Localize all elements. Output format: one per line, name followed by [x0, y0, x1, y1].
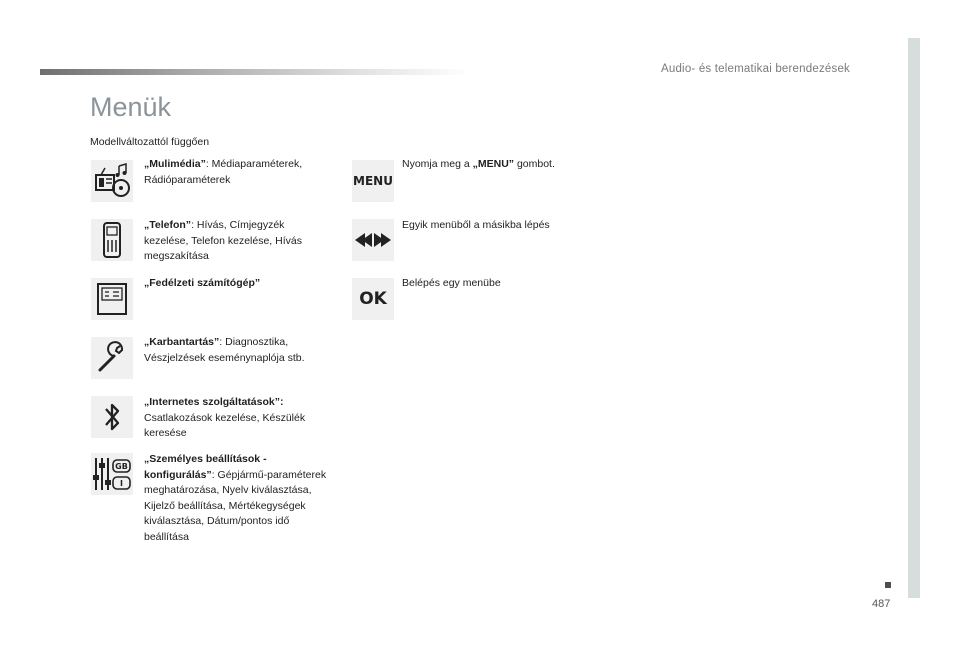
- wrench-icon: [91, 337, 133, 379]
- menu-item-trip-computer: „Fedélzeti számítógép”: [144, 277, 261, 289]
- arrows-icon: [352, 219, 394, 261]
- multimedia-icon: [91, 160, 133, 202]
- button-desc-menu: Nyomja meg a „MENU” gombot.: [402, 158, 555, 170]
- page-marker: [885, 582, 891, 588]
- button-desc-arrows: Egyik menüből a másikba lépés: [402, 219, 550, 231]
- settings-badge-top: GB: [115, 462, 128, 471]
- menu-item-phone: „Telefon”: Hívás, Címjegyzék kezelése, Telefon kezelése, Hívás megszakítása: [144, 219, 302, 262]
- trip-computer-icon: [91, 278, 133, 320]
- menu-button-icon: MENU: [352, 160, 394, 202]
- page-number: 487: [872, 598, 891, 610]
- side-strip: [908, 38, 920, 598]
- button-desc-ok: Belépés egy menübe: [402, 277, 501, 289]
- menu-item-internet: „Internetes szolgáltatások”: Csatlakozások kezelése, Készülék keresése: [144, 396, 306, 439]
- settings-icon: [91, 453, 133, 495]
- menu-item-settings: „Személyes beállítások - konfigurálás”: Gépjármű-paraméterek meghatározása, Nyelv kiválasztása, Kijelző beállítása, Mértékegységek kiválasztása, Dátum/pontos idő beállítása: [144, 453, 327, 543]
- bluetooth-icon: [91, 396, 133, 438]
- header-gradient-bar: [40, 69, 470, 75]
- ok-button-icon: OK: [352, 278, 394, 320]
- section-title: Audio- és telematikai berendezések: [661, 63, 850, 75]
- menu-item-maintenance: „Karbantartás”: Diagnosztika, Vészjelzések eseménynaplója stb.: [144, 336, 305, 364]
- menu-item-multimedia: „Mulimédia”: Médiaparaméterek, Rádióparaméterek: [144, 158, 303, 186]
- settings-badge-bottom: I: [120, 479, 123, 488]
- phone-icon: [91, 219, 133, 261]
- page-subtitle: Modellváltozattól függően: [90, 136, 210, 148]
- page-title: Menük: [90, 92, 172, 122]
